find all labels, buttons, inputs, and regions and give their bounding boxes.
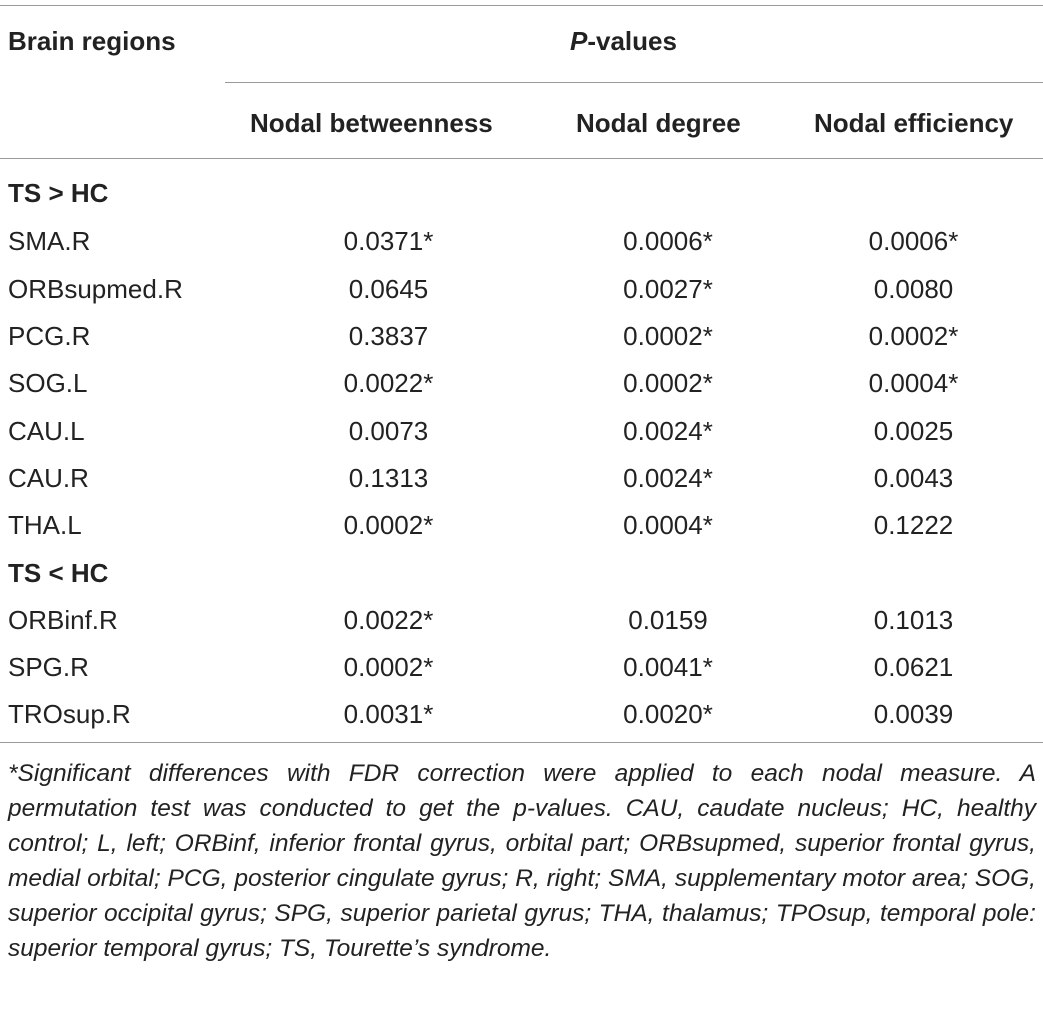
header-bottom-rule (0, 158, 1043, 159)
table-footnote: *Significant differences with FDR correction were applied to each nodal measure. A permutation test was conducted to get the p-values. CAU, caudate nucleus; HC, healthy control; L, left; ORBinf, inferior frontal gyrus, orbital part; ORBsupmed, superior frontal gyrus, medial orbital; PCG, posterior cingulate gyrus; R, right; SMA, supplementary motor area; SOG, superior occipital gyrus; SPG, superior parietal gyrus; THA, thalamus; TPOsup, temporal pole: superior temporal gyrus; TS, Tourette’s syndrome. (8, 760, 1036, 962)
betweenness-cell: 0.0073 (348, 416, 429, 446)
region-cell: SPG.R (8, 652, 89, 682)
efficiency-cell: 0.0080 (873, 274, 954, 304)
degree-cell: 0.0006* (623, 226, 713, 256)
table-top-rule (0, 5, 1043, 6)
region-cell: TROsup.R (8, 699, 131, 729)
header-nodal-efficiency: Nodal efficiency (814, 108, 1014, 138)
region-cell: CAU.R (8, 463, 89, 493)
betweenness-cell: 0.3837 (348, 321, 429, 351)
betweenness-cell: 0.0022* (343, 605, 434, 635)
betweenness-cell: 0.1313 (348, 463, 429, 493)
table-row (0, 597, 1043, 644)
degree-cell: 0.0002* (623, 321, 713, 351)
table-row (0, 360, 1043, 407)
efficiency-cell: 0.0025 (873, 416, 954, 446)
region-cell: CAU.L (8, 416, 85, 446)
degree-cell: 0.0024* (623, 416, 713, 446)
betweenness-cell: 0.0022* (343, 368, 434, 398)
efficiency-cell: 0.1222 (873, 510, 954, 540)
efficiency-cell: 0.0004* (868, 368, 959, 398)
efficiency-cell: 0.0043 (873, 463, 954, 493)
degree-cell: 0.0002* (623, 368, 713, 398)
section-label: TS < HC (8, 558, 109, 588)
betweenness-cell: 0.0002* (343, 652, 434, 682)
section-row-ts-greater-hc (0, 170, 1043, 217)
degree-cell: 0.0159 (628, 605, 708, 635)
region-cell: ORBsupmed.R (8, 274, 183, 304)
efficiency-cell: 0.0621 (873, 652, 954, 682)
betweenness-cell: 0.0371* (343, 226, 434, 256)
region-cell: SMA.R (8, 226, 91, 256)
header-brain-regions: Brain regions (8, 26, 176, 56)
efficiency-cell: 0.1013 (873, 605, 954, 635)
region-cell: THA.L (8, 510, 82, 540)
region-cell: SOG.L (8, 368, 88, 398)
section-row-ts-less-hc (0, 550, 1043, 597)
table-row (0, 644, 1043, 691)
efficiency-cell: 0.0039 (873, 699, 954, 729)
region-cell: ORBinf.R (8, 605, 118, 635)
table-row (0, 691, 1043, 738)
betweenness-cell: 0.0002* (343, 510, 434, 540)
betweenness-cell: 0.0031* (343, 699, 434, 729)
betweenness-cell: 0.0645 (348, 274, 429, 304)
header-pvalues (570, 26, 677, 57)
table-row (0, 455, 1043, 502)
header-nodal-degree: Nodal degree (576, 108, 741, 138)
table-bottom-rule (0, 742, 1043, 743)
table-row (0, 218, 1043, 265)
degree-cell: 0.0024* (623, 463, 713, 493)
degree-cell: 0.0004* (623, 510, 713, 540)
section-label: TS > HC (8, 178, 109, 208)
efficiency-cell: 0.0002* (868, 321, 959, 351)
table-row (0, 502, 1043, 549)
pvalues-span-rule (225, 82, 1043, 83)
efficiency-cell: 0.0006* (868, 226, 959, 256)
degree-cell: 0.0041* (623, 652, 713, 682)
table-row (0, 313, 1043, 360)
header-pvalues-rest: -values (587, 26, 677, 56)
header-pvalues-italic: P (570, 26, 588, 56)
header-nodal-betweenness: Nodal betweenness (250, 108, 493, 138)
degree-cell: 0.0020* (623, 699, 713, 729)
region-cell: PCG.R (8, 321, 91, 351)
table-row (0, 266, 1043, 313)
degree-cell: 0.0027* (623, 274, 713, 304)
table-row (0, 408, 1043, 455)
